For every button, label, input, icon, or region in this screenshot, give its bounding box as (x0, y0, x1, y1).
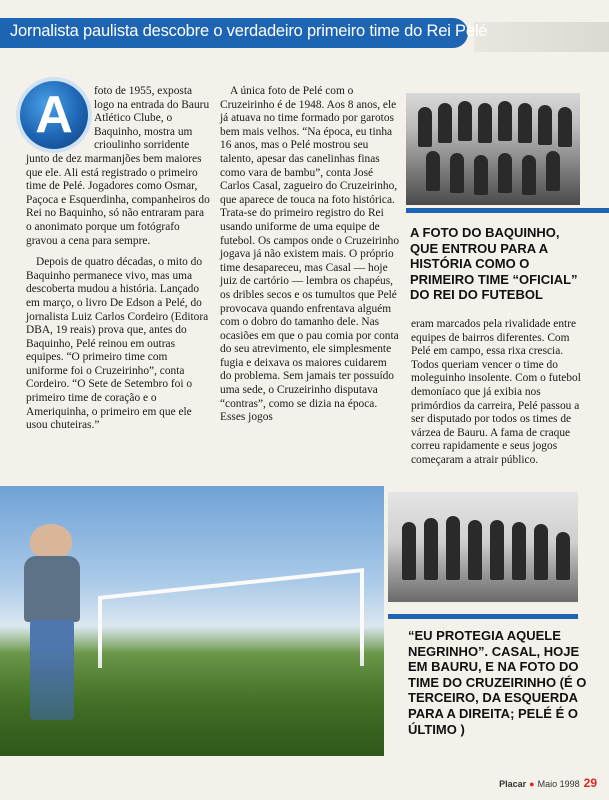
cruzeirinho-team-photo (388, 492, 578, 602)
player-figure (458, 101, 472, 141)
player-figure (478, 103, 492, 143)
caption-accent-bar (388, 614, 578, 619)
headline-banner (0, 18, 488, 48)
footer-bullet-icon: ● (529, 779, 535, 789)
player-figure (538, 105, 552, 145)
col1-paragraph-1: foto de 1955, exposta logo na entrada do Bauru Atlético Clube, o Baquinho, mostra um crioulinho sorridente junto de dez marmanjões bem maiores que ele. Ali está registrado o primeiro time de Pelé. Jogadores como Osmar, Paçoca e Esquerdinha, companheiros do Rei no Baquinho, só não entraram para o anonimato porque um fotógrafo gravou a cena para sempre. (26, 85, 210, 247)
col1-paragraph-2: Depois de quatro décadas, o mito do Baquinho permanece vivo, mas uma descoberta mudou a história. Lançado em março, o livro De Edson a Pelé, do jornalista Luiz Carlos Cordeiro (Editora DBA, 19 reais) prova que, antes do Baquinho, Pelé reinou em outras equipes. “O primeiro time com uniforme foi o Cruzeirinho”, conta Cordeiro. “O Sete de Setembro foi o primeiro time de coração e o Ameriquinha, o primeiro em que ele usou chuteiras.” (26, 256, 209, 432)
player-figure (450, 153, 464, 193)
player-figure (534, 524, 548, 580)
dropcap-letter: A (20, 81, 88, 149)
adjacent-page-bleed (474, 22, 609, 52)
baquinho-team-photo (406, 93, 580, 205)
headline-text: Jornalista paulista descobre o verdadeiro primeiro time do Rei Pelé (10, 22, 488, 40)
player-figure (558, 107, 572, 147)
player-figure (512, 522, 526, 580)
player-figure (518, 103, 532, 143)
player-figure (446, 516, 460, 580)
man-shirt (24, 556, 80, 622)
player-figure (468, 520, 482, 580)
page-number: 29 (583, 776, 597, 790)
article-column-2 (220, 85, 400, 433)
magazine-name: Placar (499, 779, 527, 789)
player-figure (546, 151, 560, 191)
player-figure (474, 155, 488, 195)
bottom-photo-caption: “EU PROTEGIA AQUELE NEGRINHO”. CASAL, HOJE EM BAURU, E NA FOTO DO TIME DO CRUZEIRINHO (É O TERCEIRO, DA ESQUERDA PARA A DIREITA; PELÉ É O ÚLTIMO ) (408, 628, 587, 737)
player-figure (402, 522, 416, 580)
man-head (30, 524, 72, 558)
player-figure (424, 518, 438, 580)
player-figure (498, 153, 512, 193)
player-figure (556, 532, 570, 580)
col3-paragraph-1: eram marcados pela rivalidade entre equipes de bairros diferentes. Com Pelé em campo, essa rixa crescia. Todos queriam vencer o time do moleguinho insolente. Com o futebol demoníaco que já exibia nos primórdios da carreira, Pelé passou a ser disputado por todos os times de várzea de Bauru. A fama de craque correu rapidamente e seus jogos começaram a atrair público. (411, 318, 581, 466)
player-figure (522, 155, 536, 195)
player-figure (498, 101, 512, 141)
casal-field-photo (0, 486, 384, 756)
player-figure (438, 103, 452, 143)
player-figure (426, 151, 440, 191)
article-column-3 (411, 318, 583, 476)
issue-date: Maio 1998 (537, 779, 580, 789)
player-figure (418, 107, 432, 147)
page-footer (499, 776, 597, 790)
top-photo-caption: A FOTO DO BAQUINHO, QUE ENTROU PARA A HISTÓRIA COMO O PRIMEIRO TIME “OFICIAL” DO REI DO FUTEBOL (410, 225, 578, 302)
goal-crossbar (98, 568, 364, 600)
grass-foreground (0, 646, 384, 756)
article-column-1 (26, 85, 210, 441)
col2-paragraph-1: A única foto de Pelé com o Cruzeirinho é de 1948. Aos 8 anos, ele já atuava no time formado por garotos bem mais velhos. “Na época, eu tinha 16 anos, mas o Pelé mostrou seu talento, apesar das canelinhas finas como vara de bambu”, conta José Carlos Casal, zagueiro do Cruzeirinho, que aparece de touca na foto histórica. Trata-se do primeiro registro do Rei usando uniforme de uma equipe de futebol. Os campos onde o Cruzeirinho jogava já não existem mais. O próprio time desapareceu, mas Casal — hoje juiz de cartório — lembra os chapéus, os dribles secos e os tumultos que Pelé provocava quando enfrentava alguém com o dobro do tamanho dele. Nas ocasiões em que o pau comia por conta do seu atrevimento, ele simplesmente fugia e deixava os maiores cuidarem do problema. Sem jamais ter possuído uma sede, o Cruzeirinho disputava “contras”, como se dizia na época. Esses jogos (220, 85, 400, 424)
caption-accent-bar (406, 208, 609, 213)
player-figure (490, 520, 504, 580)
